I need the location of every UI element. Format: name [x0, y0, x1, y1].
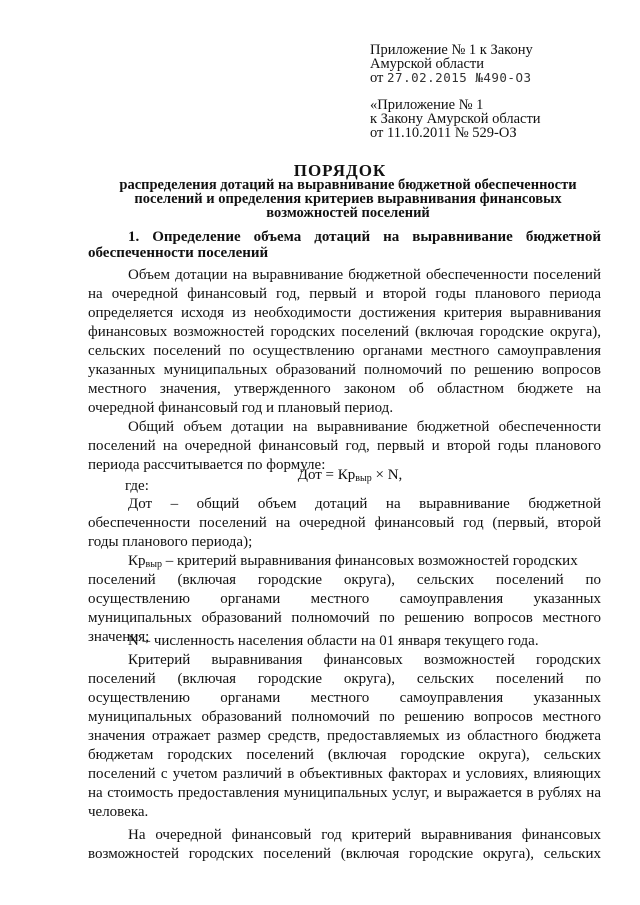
body-line: сельских поселений по осуществлению органами местного самоуправления [88, 343, 601, 359]
body-line: На очередной финансовый год критерий выравнивания финансовых [128, 827, 601, 843]
body-line: Дот – общий объем дотаций на выравнивание бюджетной [128, 496, 601, 512]
document-title: ПОРЯДОК [293, 161, 387, 180]
body-line: N – численность населения области на 01 января текущего года. [128, 633, 539, 649]
kr-definition-text: – критерий выравнивания финансовых возможностей городских [165, 553, 578, 569]
subtitle-line: возможностей поселений [266, 205, 430, 221]
body-line: человека. [88, 804, 149, 820]
previous-appendix-line-1: «Приложение № 1 [370, 97, 484, 113]
formula-subscript: выр [355, 473, 372, 484]
body-line: значения; [88, 629, 150, 645]
body-line: обеспеченности поселений на очередной финансовый год (первый, второй [88, 515, 601, 531]
appendix-date-number: 27.02.2015 №490-ОЗ [387, 70, 532, 85]
section-heading-line: обеспеченности поселений [88, 245, 269, 261]
appendix-line-3 [370, 71, 620, 85]
body-line: определяется исходя из необходимости достижения критерия выравнивания [88, 305, 601, 321]
body-line: бюджетам городских поселений (включая городские округа), сельских [88, 747, 601, 763]
section-heading-line: 1. Определение объема дотаций на выравнивание бюджетной [128, 229, 601, 245]
formula-lhs: Дот = Кр [297, 467, 356, 483]
body-line: поселений с учетом различий в объективных факторах и условиях, влияющих [88, 766, 601, 782]
previous-appendix-line-2: к Закону Амурской области [370, 111, 541, 127]
subtitle-line: распределения дотаций на выравнивание бюджетной обеспеченности [119, 177, 577, 193]
previous-appendix-line-3: от 11.10.2011 № 529-ОЗ [370, 125, 517, 141]
body-line: финансовых возможностей городских поселений (включая городские округа), [88, 324, 601, 340]
body-line: осуществлению органами местного самоуправления указанных [88, 591, 601, 607]
formula-rhs: × N, [371, 467, 403, 483]
body-line: поселений на очередной финансовый год, первый и второй годы планового [88, 438, 601, 454]
body-line: осуществлению органами местного самоуправления указанных [88, 690, 601, 706]
body-line: годы планового периода); [88, 534, 253, 550]
kr-term: Кр [128, 553, 146, 569]
appendix-line-2: Амурской области [370, 56, 484, 72]
subtitle-line: поселений и определения критериев выравнивания финансовых [134, 191, 562, 207]
body-line: Общий объем дотации на выравнивание бюджетной обеспеченности [128, 419, 601, 435]
body-line: возможностей городских поселений (включая городские округа), сельских [88, 846, 601, 862]
appendix-date-prefix: от [370, 70, 384, 86]
body-line: муниципальных образований полномочий по решению вопросов местного [88, 709, 601, 725]
kr-term-subscript: выр [145, 559, 162, 570]
body-line: на стоимость предоставления муниципальных услуг, и выражается в рублях на [88, 785, 601, 801]
body-line: местного значения, утвержденного законом об областном бюджете на [88, 381, 601, 397]
body-line: на очередной финансовый год, первый и второй годы планового периода [88, 286, 601, 302]
appendix-line-1: Приложение № 1 к Закону [370, 42, 533, 58]
document-subtitle [88, 178, 608, 220]
body-line: Объем дотации на выравнивание бюджетной обеспеченности поселений [128, 267, 601, 283]
body-line: значения отражает размер средств, предоставляемых из областного бюджета [88, 728, 601, 744]
body-line: очередной финансовый год и плановый период. [88, 400, 394, 416]
body-line: поселений (включая городские округа), сельских поселений по [88, 572, 601, 588]
previous-appendix-header [370, 98, 620, 140]
appendix-header [370, 43, 620, 85]
body-line: поселений (включая городские округа), сельских поселений по [88, 671, 601, 687]
body-line: Критерий выравнивания финансовых возможностей городских [128, 652, 601, 668]
body-line: где: [125, 478, 149, 494]
body-line: указанных муниципальных образований полномочий по решению вопросов [88, 362, 601, 378]
body-line: периода рассчитывается по формуле: [88, 457, 326, 473]
section-1-heading [88, 229, 601, 261]
body-line: муниципальных образований полномочий по решению вопросов местного [88, 610, 601, 626]
